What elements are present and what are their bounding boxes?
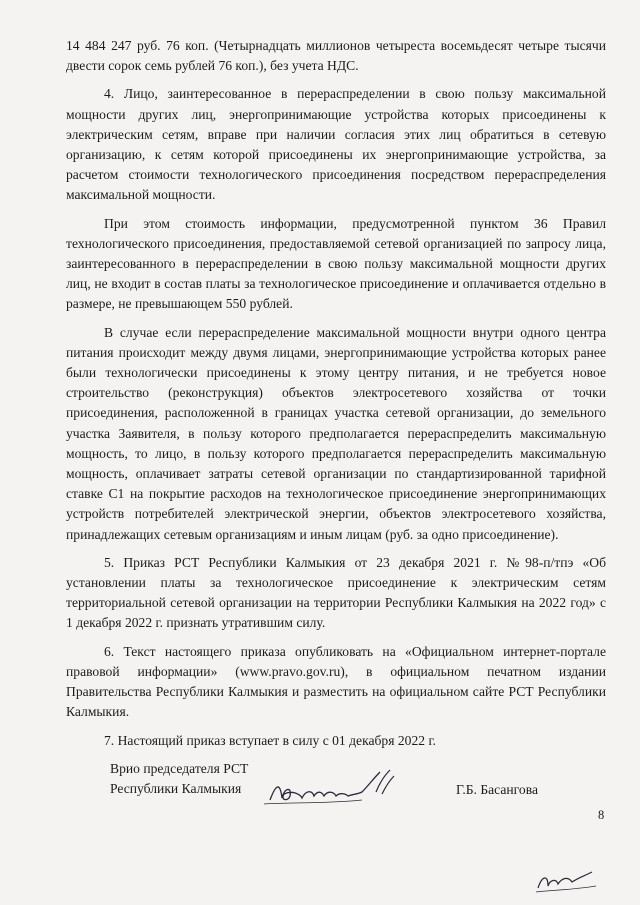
handwritten-signature [262,764,412,814]
page-number: 8 [598,808,605,822]
paragraph-info-cost: При этом стоимость информации, предусмотренной пунктом 36 Правил технологического присоединения, предоставляемой сетевой организацией по запросу лица, заинтересованного в перераспределении в свою пользу максимальной мощности других лиц, не входит в состав платы за технологическое присоединение и оплачивается отдельно в размере, не превышающем 550 рублей. [66,215,606,312]
paragraph-redistribution: В случае если перераспределение максимальной мощности внутри одного центра питания происходит между двумя лицами, энергопринимающие устройства которых ранее были технологически присоединены к этому центру питания, и не требуется новое строительство (реконструкция) объектов электросетевого хозяйства от точки присоединения, расположенной в границах участка сетевой организации, до земельного участка Заявителя, в пользу которого предполагается перераспределить максимальную мощность, то лицо, в пользу которого предполагается перераспределить максимальную мощность, оплачивает затраты сетевой организации по стандартизированной тарифной ставке С1 на покрытие расходов на технологическое присоединение энергопринимающих устройств потребителей электрической энергии, объектов электросетевого хозяйства, принадлежащих сетевым организациям и иным лицам (руб. за одно присоединение). [66,324,606,542]
paragraph-continuation: 14 484 247 руб. 76 коп. (Четырнадцать миллионов четыреста восемьдесят четыре тысячи двести сорок семь рублей 76 коп.), без учета НДС. [66,38,606,74]
paragraph-item-5: 5. Приказ РСТ Республики Калмыкия от 23 декабря 2021 г. №98-п/тпэ «Об установлении платы за технологическое присоединение к электрическим сетям территориальной сетевой организации на территории Республики Калмыкия на 2022 год» с 1 декабря 2022 г. признать утратившим силу. [66,554,606,631]
initials-mark [532,866,602,896]
signatory-title [110,759,248,799]
signatory-title-line2: Республики Калмыкия [110,781,242,797]
paragraph-item-4: 4. Лицо, заинтересованное в перераспределении в свою пользу максимальной мощности других лиц, энергопринимающие устройства которых присоединены к электрическим сетям, вправе при наличии согласия этих лиц обратиться в сетевую организацию, к сетям которой присоединены их энергопринимающие устройства, за расчетом стоимости технологического присоединения посредством перераспределения максимальной мощности. [66,86,606,203]
paragraph-item-6: 6. Текст настоящего приказа опубликовать на «Официальном интернет-портале правовой информации» (www.pravo.gov.ru), в официальном печатном издании Правительства Республики Калмыкия и разместить на официальном сайте РСТ Республики Калмыкия. [66,643,606,720]
signatory-name: Г.Б. Басангова [456,782,538,797]
signatory-title-line1: Врио председателя РСТ [110,761,249,776]
document-body [66,36,606,759]
paragraph-item-7: 7. Настоящий приказ вступает в силу с 01 декабря 2022 г. [104,732,436,748]
